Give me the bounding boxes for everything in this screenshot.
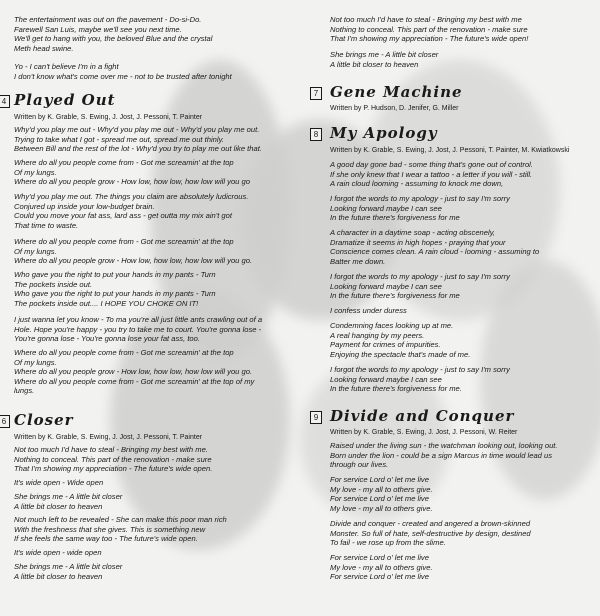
lyric-paragraph: It's wide open - wide open [14,548,102,557]
intro-paragraph: Yo - I can't believe I'm in a fight I don't know what's come over me - not to be trusted after tonight [14,62,232,81]
track-number: 9 [310,411,322,424]
lyric-paragraph: A character in a daytime soap - acting obscenely, Dramatize it seems in high hopes - praying that your Conscience comes clean. A rain cloud - looming - assuming to Batter me down. [330,228,540,266]
track-number: 6 [0,415,10,428]
lyric-paragraph: Who gave you the right to put your hands in my pants - Turn The pockets inside out. Who gave you the right to put your hands in my pants - Turn The pockets inside out.... I HOPE YOU CHOKE ON IT! [14,270,216,308]
lyric-paragraph: I forgot the words to my apology - just to say I'm sorry Looking forward maybe I can see In the future there's forgiveness for me. [330,365,510,394]
lyric-paragraph: She brings me - A little bit closer A little bit closer to heaven [14,492,123,511]
song-credit: Written by P. Hudson, D. Jenifer, G. Miller [330,105,459,112]
intro-paragraph: Not too much I'd have to steal - Bringing my best with me Nothing to conceal. This part of the renovation - make sure That I'm showing my appreciation - The future's wide open! [330,15,529,44]
song-title: Closer [14,411,74,429]
lyric-paragraph: Why'd you play me out - Why'd you play me out - Why'd you play me out. Trying to take what I got - spread me out, spread me out thinly. Between Bill and the rest of the lot - Why'd you try to play me out like that. [14,125,262,154]
lyric-paragraph: For service Lord o' let me live My love - my all to others give. For service Lord o' let me live [330,553,433,582]
lyric-paragraph: It's wide open - Wide open [14,478,104,487]
song-credit: Written by K. Grable, S. Ewing, J. Jost, J. Pessoni, T. Painter, M. Kwiatkowski [330,147,570,154]
lyric-paragraph: Where do all you people come from - Got me screamin' at the top Of my lungs. Where do all you people grow - How low, how low, how low will you go. Where do all you people come from - Got me screamin' at the top of my lungs. [14,348,255,396]
song-title: Divide and Conquer [330,407,515,425]
lyric-paragraph: Where do all you people come from - Got me screamin' at the top Of my lungs. Where do all you people grow - How low, how low, how low will you go [14,158,250,187]
track-number: 7 [310,87,322,100]
song-credit: Written by K. Grable, S. Ewing, J. Jost, J. Pessoni, T. Painter [14,114,203,121]
track-number: 8 [310,128,322,141]
lyric-paragraph: Why'd you play me out. The things you claim are absolutely ludicrous. Conjured up inside your low-budget brain. Could you move your fat ass, lard ass - get outta my mix ain't got That time to waste. [14,192,249,230]
lyric-paragraph: Condemning faces looking up at me. A real hanging by my peers. Payment for crimes of impurities. Enjoying the spectacle that's made of me. [330,321,471,359]
lyric-paragraph: I just wanna let you know - To ma you're all just little ants crawling out of a Hole. Hope you're happy - you try to take me to court. You're gonna lose - You're gonna lose - You're gonna lose your fat ass, too. [14,315,263,344]
lyric-paragraph: I forgot the words to my apology - just to say I'm sorry Looking forward maybe I can see In the future there's forgiveness for me [330,194,510,223]
lyric-paragraph: A good day gone bad - some thing that's gone out of control. If she only knew that I wear a tattoo - a letter if you will - still. A rain cloud looming - assuming to knock me down, [330,160,533,189]
song-credit: Written by K. Grable, S. Ewing, J. Jost, J. Pessoni, W. Reiter [330,429,518,436]
lyric-paragraph: Where do all you people come from - Got me screamin' at the top Of my lungs. Where do all you people grow - How low, how low, how low will you go. [14,237,253,266]
lyric-paragraph: I confess under duress [330,306,407,315]
song-title: Played Out [14,91,116,109]
intro-paragraph: She brings me - A little bit closer A little bit closer to heaven [330,50,439,69]
song-title: My Apology [330,124,438,142]
lyric-paragraph: I forgot the words to my apology - just to say I'm sorry Looking forward maybe I can see In the future there's forgiveness for me [330,272,510,301]
track-number: 4 [0,95,10,108]
lyric-paragraph: Divide and conquer - created and angered a brown-skinned Monster. So full of hate, self-destructive by design, destined To fail - we rose up from the slime. [330,519,531,548]
lyric-paragraph: She brings me - A little bit closer A little bit closer to heaven [14,562,123,581]
song-title: Gene Machine [330,83,463,101]
lyric-paragraph: Not much left to be revealed - She can make this poor man rich With the freshness that she gives. This is something new If she feels the same way too - The future's wide open. [14,515,227,544]
song-credit: Written by K. Grable, S. Ewing, J. Jost, J. Pessoni, T. Painter [14,434,203,441]
intro-paragraph: The entertainment was out on the pavement - Do-si-Do. Farewell San Luis, maybe we'll see you next time. We'll get to hang with you, the beloved Blue and the crystal Meth head swine. [14,15,213,53]
lyric-paragraph: Raised under the living sun - the watchman looking out, looking out. Born under the lion - could be a sign Marcus in time would lead us through our lives. [330,441,558,470]
lyric-paragraph: Not too much I'd have to steal - Bringing my best with me. Nothing to conceal. This part of the renovation - make sure That I'm showing my appreciation - The future's wide open. [14,445,213,474]
lyric-paragraph: For service Lord o' let me live My love - my all to others give. For service Lord o' let me live My love - my all to others give. [330,475,433,513]
